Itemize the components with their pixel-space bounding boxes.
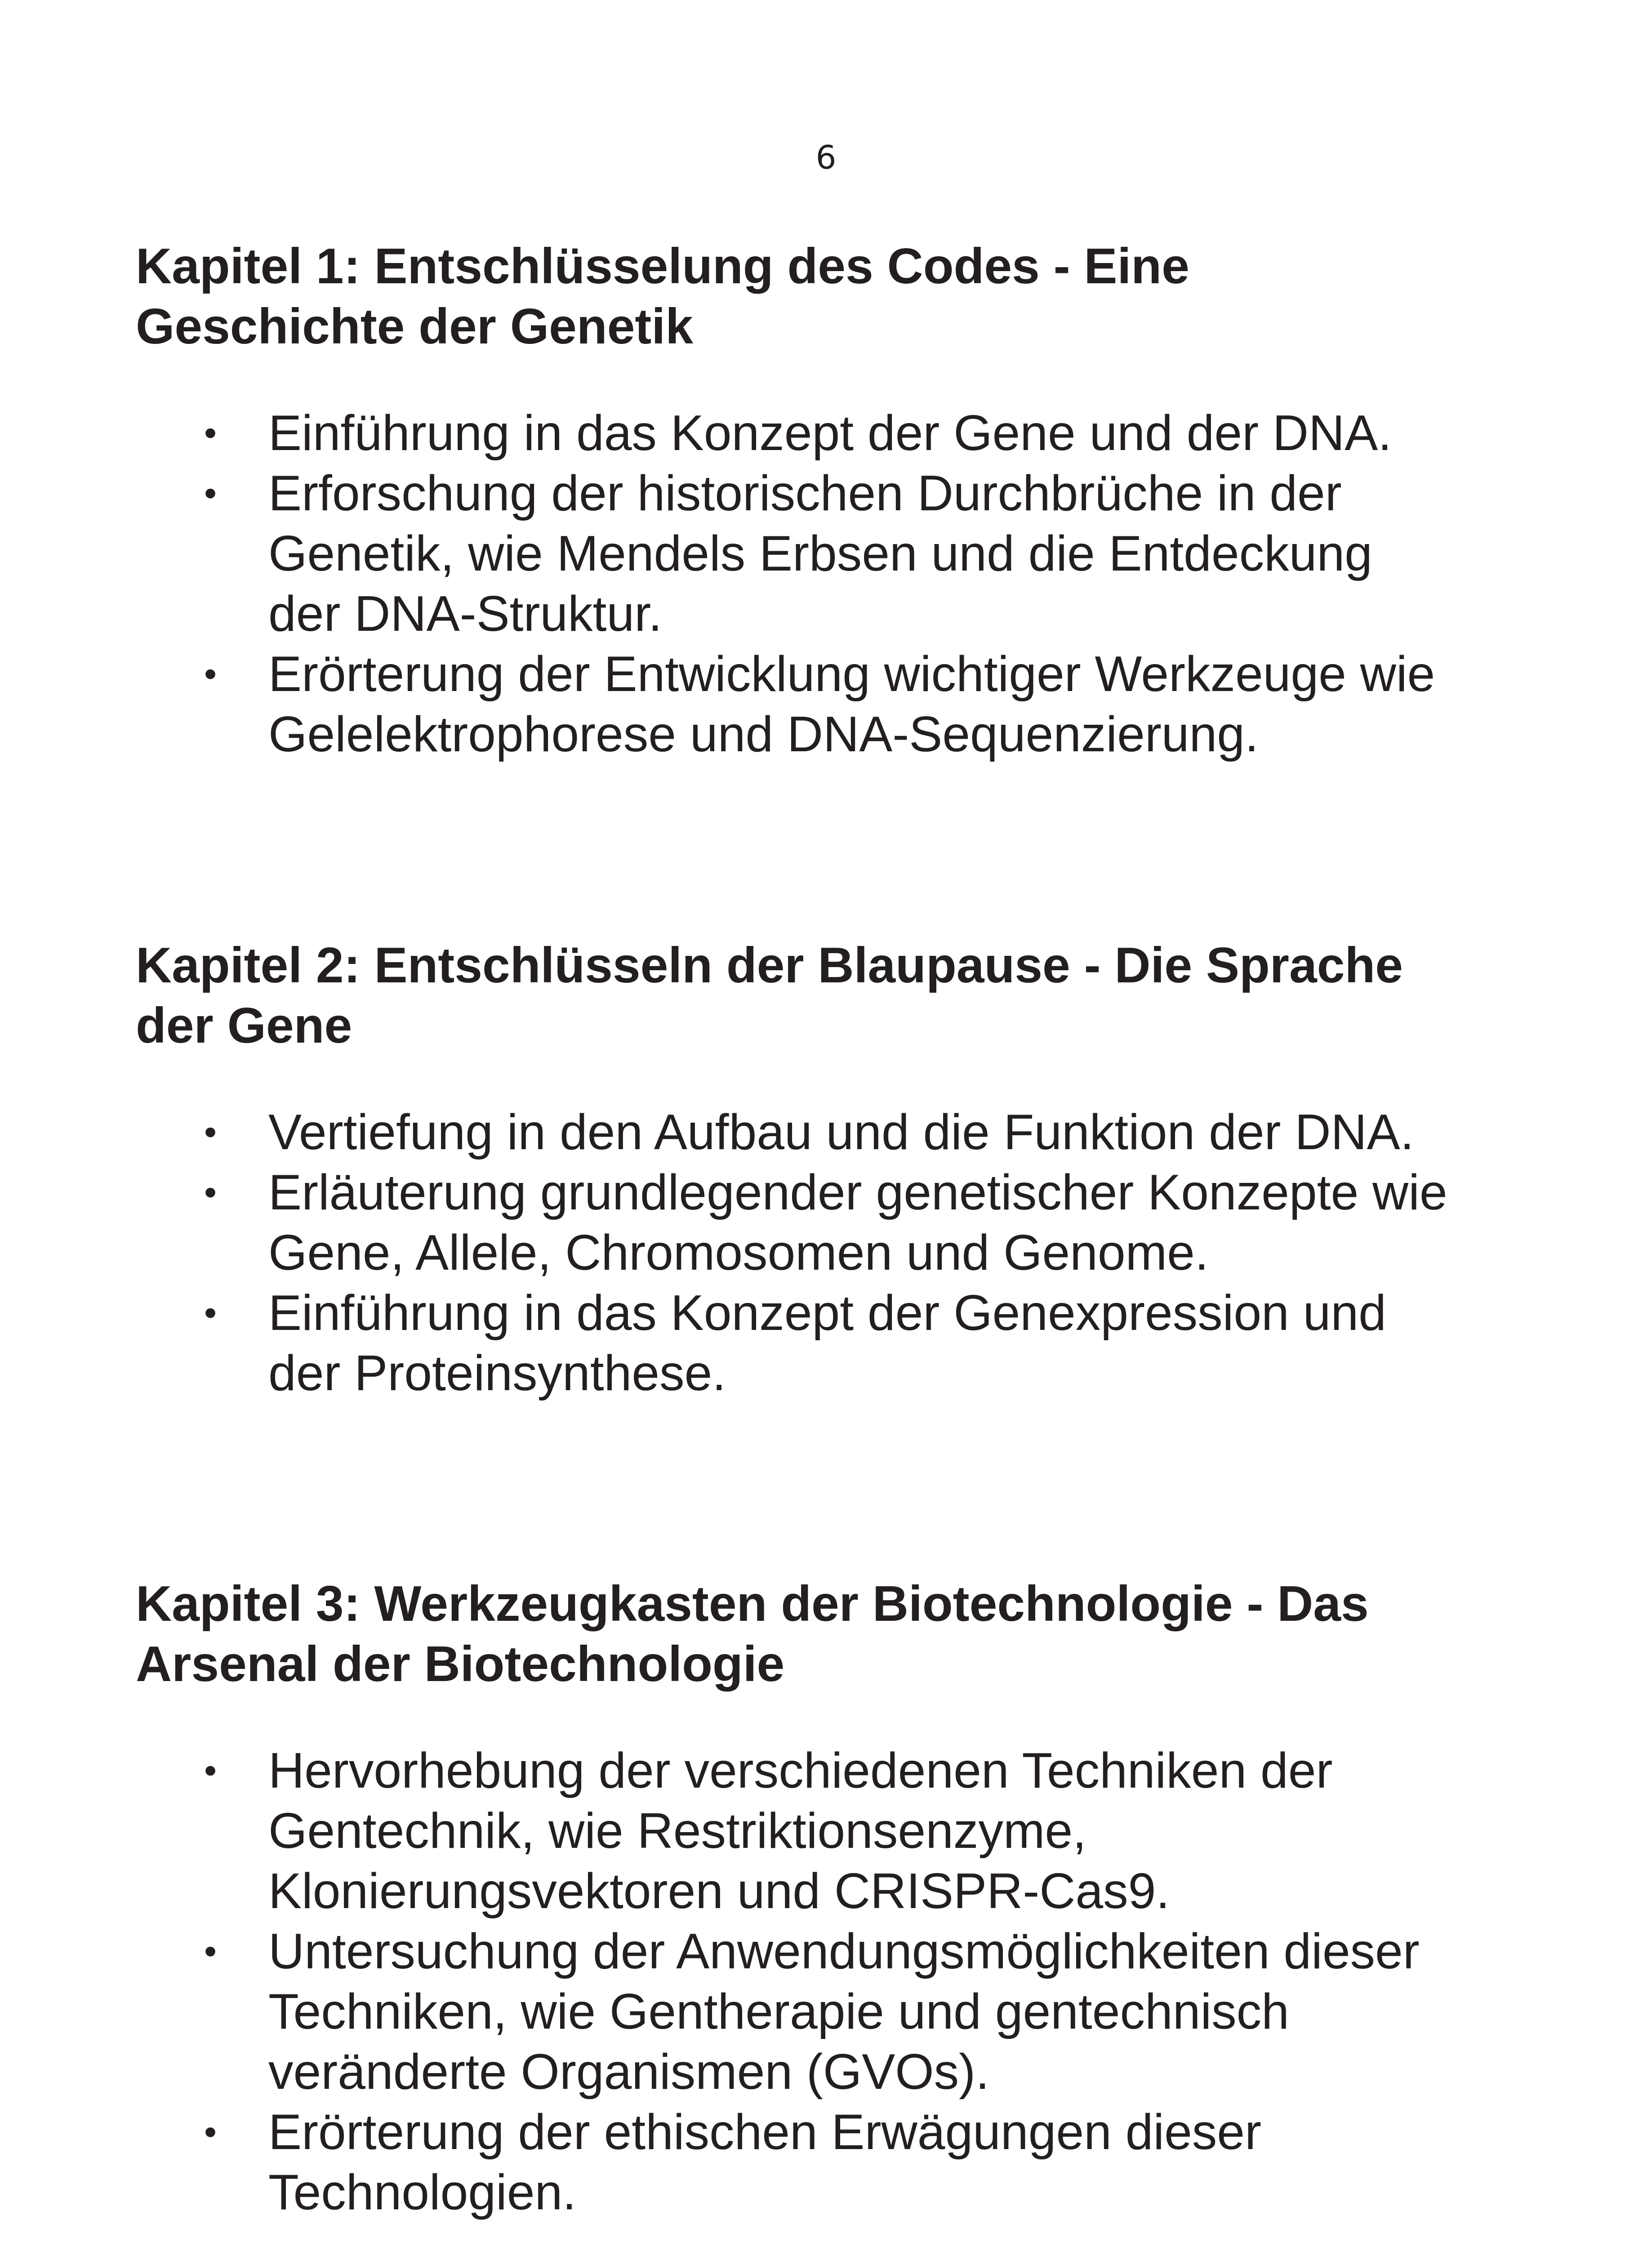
bullet-icon: • — [204, 2112, 217, 2152]
list-item — [136, 1283, 1529, 1403]
list-item-text: der Proteinsynthese. — [268, 1345, 726, 1401]
list-item-text: Einführung in das Konzept der Genexpression und — [268, 1285, 1386, 1341]
chapter-title-line: Arsenal der Biotechnologie — [136, 1636, 785, 1692]
list-item — [136, 463, 1529, 644]
bullet-icon: • — [204, 1931, 217, 1971]
chapter-title-line: Kapitel 2: Entschlüsseln der Blaupause - Die Sprache — [136, 937, 1403, 993]
list-item-text: Hervorhebung der verschiedenen Techniken der — [268, 1743, 1333, 1798]
chapter-title — [136, 935, 1529, 1056]
chapter-2 — [136, 935, 1529, 1403]
list-item — [136, 644, 1529, 764]
list-item-text: Vertiefung in den Aufbau und die Funktion der DNA. — [268, 1104, 1414, 1160]
list-item-text: Erörterung der Entwicklung wichtiger Werkzeuge wie — [268, 646, 1435, 702]
list-item — [136, 403, 1529, 463]
list-item-text: Untersuchung der Anwendungsmöglichkeiten dieser — [268, 1923, 1420, 1979]
list-item — [136, 1162, 1529, 1283]
list-item — [136, 2102, 1529, 2222]
bullet-icon: • — [204, 1750, 217, 1790]
bullet-icon: • — [204, 473, 217, 513]
bullet-list — [136, 1740, 1529, 2222]
bullet-icon: • — [204, 1293, 217, 1333]
chapter-title-line: Kapitel 1: Entschlüsselung des Codes - Eine — [136, 238, 1189, 294]
bullet-icon: • — [204, 413, 217, 453]
chapter-title — [136, 236, 1529, 357]
bullet-list — [136, 403, 1529, 764]
list-item-text: Genetik, wie Mendels Erbsen und die Entdeckung — [268, 526, 1372, 581]
bullet-icon: • — [204, 1112, 217, 1152]
page-number: 6 — [815, 138, 837, 176]
list-item-text: Techniken, wie Gentherapie und gentechnisch — [268, 1984, 1289, 2039]
list-item-text: Gentechnik, wie Restriktionsenzyme, — [268, 1803, 1086, 1859]
chapter-title-line: Geschichte der Genetik — [136, 299, 693, 354]
chapter-title-line: der Gene — [136, 998, 352, 1053]
list-item-text: Gene, Allele, Chromosomen und Genome. — [268, 1225, 1209, 1280]
bullet-icon: • — [204, 654, 217, 694]
list-item-text: Erörterung der ethischen Erwägungen dieser — [268, 2104, 1261, 2160]
list-item — [136, 1921, 1529, 2102]
chapter-1 — [136, 236, 1529, 764]
list-item-text: Erläuterung grundlegender genetischer Konzepte wie — [268, 1164, 1447, 1220]
list-item-text: Erforschung der historischen Durchbrüche in der — [268, 465, 1342, 521]
chapter-title — [136, 1574, 1529, 1694]
list-item-text: Gelelektrophorese und DNA-Sequenzierung. — [268, 706, 1259, 762]
bullet-list — [136, 1102, 1529, 1403]
list-item — [136, 1740, 1529, 1921]
list-item — [136, 1102, 1529, 1162]
chapter-3 — [136, 1574, 1529, 2222]
bullet-icon: • — [204, 1172, 217, 1212]
list-item-text: veränderte Organismen (GVOs). — [268, 2044, 989, 2100]
list-item-text: Einführung in das Konzept der Gene und der DNA. — [268, 405, 1392, 461]
list-item-text: Klonierungsvektoren und CRISPR-Cas9. — [268, 1863, 1170, 1919]
list-item-text: Technologien. — [268, 2164, 577, 2220]
list-item-text: der DNA-Struktur. — [268, 586, 662, 642]
chapter-title-line: Kapitel 3: Werkzeugkasten der Biotechnologie - Das — [136, 1576, 1369, 1632]
